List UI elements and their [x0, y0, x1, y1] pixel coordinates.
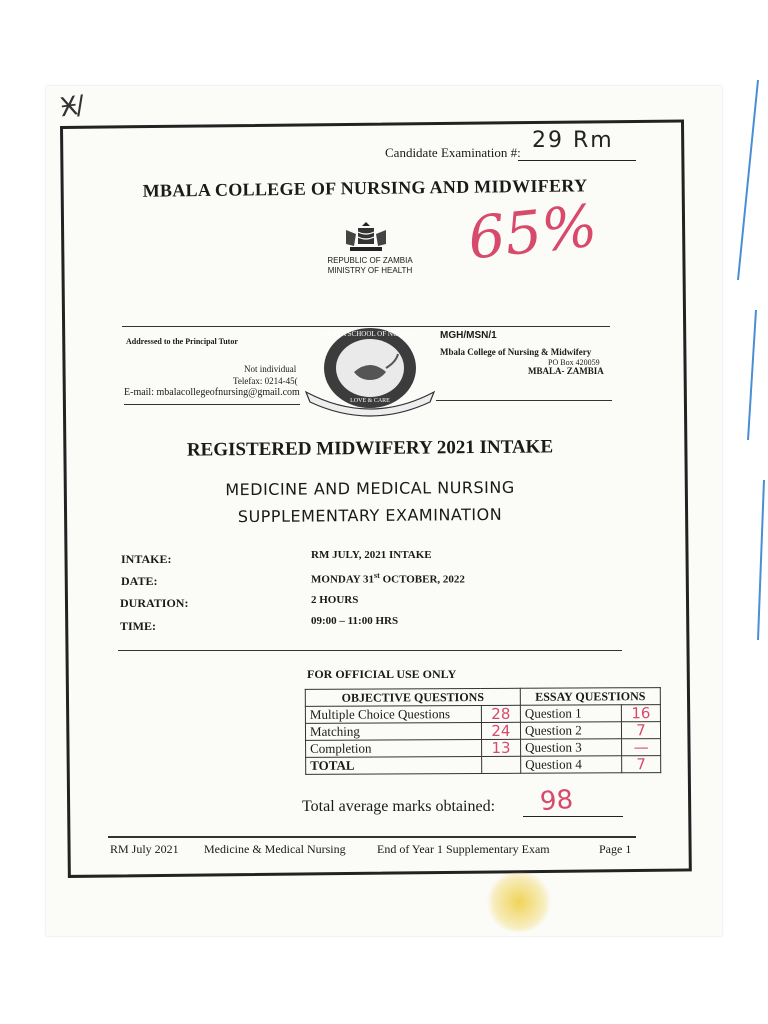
essay-mark: 7	[622, 756, 661, 773]
footer-exam: End of Year 1 Supplementary Exam	[377, 842, 550, 856]
footer-rule	[108, 836, 636, 838]
date-value-month: OCTOBER, 2022	[379, 573, 465, 586]
college-name-heading: MBALA COLLEGE OF NURSING AND MIDWIFERY	[142, 175, 588, 201]
objective-mark: 24	[481, 722, 520, 739]
time-label: TIME:	[120, 619, 156, 633]
not-individual-text: Not individual	[244, 364, 297, 374]
objective-total-label: TOTAL	[306, 757, 482, 775]
essay-mark: 7	[621, 722, 660, 739]
letterhead-college-name: Mbala College of Nursing & Midwifery	[440, 347, 592, 357]
objective-mark: 28	[481, 705, 520, 722]
email-text: E-mail: mbalacollegeofnursing@gmail.com	[124, 387, 300, 398]
objective-item: Matching	[305, 723, 481, 741]
total-average-value: 98	[538, 784, 575, 818]
essay-mark: —	[622, 739, 661, 756]
reference-number: MGH/MSN/1	[440, 330, 497, 341]
yellow-smudge	[484, 872, 554, 932]
date-value-suffix: st	[374, 571, 380, 580]
objective-item: Multiple Choice Questions	[305, 706, 481, 724]
candidate-number-handwritten: 29 Rm	[532, 128, 614, 153]
official-use-label: FOR OFFICIAL USE ONLY	[307, 667, 457, 681]
ministry-text: MINISTRY OF HEALTH	[327, 266, 413, 275]
intake-value: RM JULY, 2021 INTAKE	[311, 549, 432, 561]
table-row	[305, 722, 660, 741]
background-notebook-lines	[708, 80, 768, 780]
objective-questions-header: OBJECTIVE QUESTIONS	[305, 688, 520, 706]
candidate-number-line	[518, 160, 636, 161]
letterhead-right-rule	[436, 400, 612, 401]
ministry-header	[300, 256, 440, 276]
telefax-text: Telefax: 0214-45(	[233, 376, 298, 386]
school-seal-icon	[302, 322, 438, 418]
subject-title-line1: MEDICINE AND MEDICAL NURSING	[225, 477, 515, 500]
addressed-to-text: Addressed to the Principal Tutor	[126, 337, 238, 346]
essay-item: Question 3	[521, 739, 622, 757]
table-row	[306, 756, 661, 775]
duration-label: DURATION:	[120, 596, 189, 610]
intake-label: INTAKE:	[121, 552, 172, 566]
essay-mark: 16	[621, 705, 660, 722]
po-box-text: PO Box 420059	[548, 358, 600, 367]
seal-text: MBALA SCHOOL OF NURSING	[321, 330, 419, 338]
objective-mark: 13	[481, 739, 520, 756]
handwritten-score: 65%	[464, 191, 601, 273]
objective-total-mark	[481, 756, 520, 773]
candidate-number-label: Candidate Examination #:	[385, 145, 521, 160]
info-bottom-rule	[118, 650, 622, 651]
zambia-coat-of-arms-icon	[340, 220, 392, 254]
essay-item: Question 4	[521, 756, 622, 774]
duration-value: 2 HOURS	[311, 594, 359, 606]
essay-item: Question 2	[520, 722, 621, 740]
seal-motto: LOVE & CARE	[350, 398, 390, 404]
objective-item: Completion	[306, 740, 482, 758]
essay-questions-header: ESSAY QUESTIONS	[520, 688, 660, 706]
table-row	[305, 705, 660, 724]
date-label: DATE:	[121, 574, 158, 588]
corner-mark: Ӿ/	[58, 90, 85, 124]
subject-title-line2: SUPPLEMENTARY EXAMINATION	[237, 504, 503, 527]
footer-subject: Medicine & Medical Nursing	[204, 842, 346, 856]
footer-intake: RM July 2021	[110, 842, 179, 856]
marks-table	[305, 687, 661, 775]
total-average-line	[523, 816, 623, 817]
date-value-day: MONDAY 31	[311, 573, 375, 586]
time-value: 09:00 – 11:00 HRS	[311, 615, 399, 627]
essay-item: Question 1	[520, 705, 621, 723]
total-average-label: Total average marks obtained:	[302, 798, 496, 815]
table-header-row	[305, 688, 660, 707]
republic-text: REPUBLIC OF ZAMBIA	[327, 256, 413, 265]
exam-title: REGISTERED MIDWIFERY 2021 INTAKE	[186, 436, 554, 461]
table-row	[306, 739, 661, 758]
date-value	[311, 571, 465, 586]
letterhead-left-rule	[124, 404, 300, 405]
footer-page: Page 1	[599, 842, 632, 856]
town-text: MBALA- ZAMBIA	[528, 366, 604, 376]
